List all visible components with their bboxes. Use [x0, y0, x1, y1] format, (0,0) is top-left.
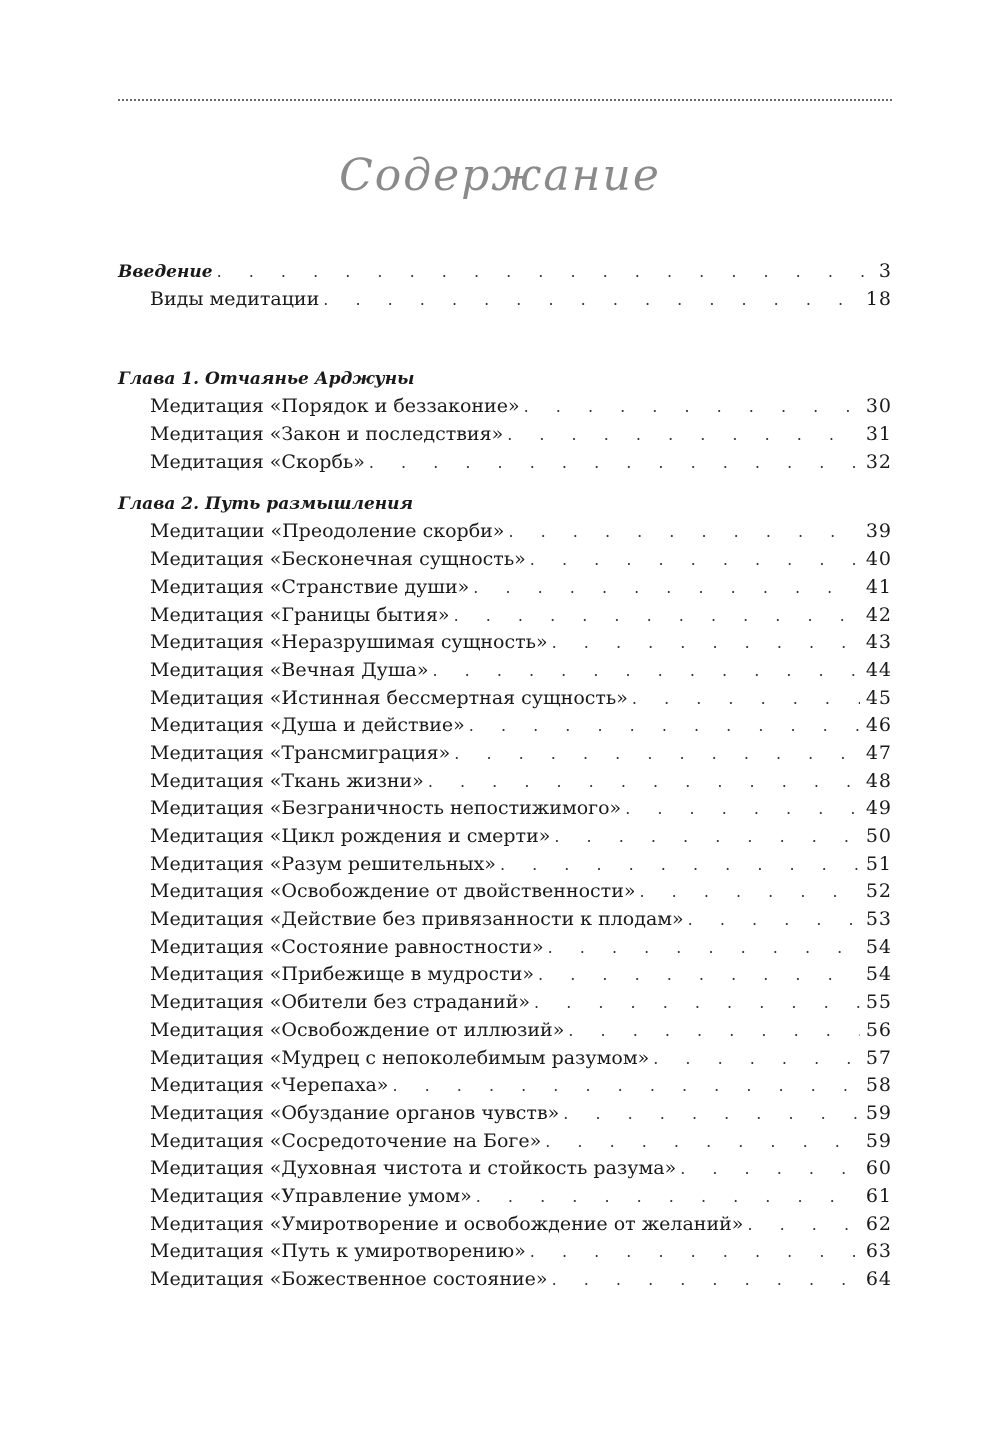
dot-leader [508, 518, 859, 546]
toc-entry-page: 53 [865, 908, 892, 931]
toc-entry[interactable] [118, 851, 892, 879]
toc-entry-page: 3 [878, 260, 892, 282]
toc-entry[interactable] [118, 1211, 892, 1239]
toc-entry[interactable] [118, 629, 892, 657]
chapter-2-section [118, 490, 892, 1293]
dot-leader [632, 685, 860, 713]
toc-entry-title: Медитация «Цикл рождения и смерти» [150, 825, 551, 847]
toc-entry-page: 46 [865, 714, 892, 737]
toc-entry[interactable] [118, 1017, 892, 1045]
toc-entry[interactable] [118, 1128, 892, 1156]
dot-leader [217, 258, 873, 286]
toc-entry[interactable] [118, 989, 892, 1017]
dot-leader [432, 657, 859, 685]
toc-entry-page: 54 [865, 963, 892, 986]
toc-entry-page: 54 [865, 935, 892, 958]
toc-entry-page: 47 [865, 741, 892, 764]
toc-entry[interactable] [118, 518, 892, 546]
chapter-2-entries [118, 518, 892, 1293]
page-title: Содержание [339, 150, 661, 201]
toc-entry[interactable] [118, 1155, 892, 1183]
toc-entry-page: 55 [865, 991, 892, 1014]
toc-entry-title: Медитация «Прибежище в мудрости» [150, 963, 535, 986]
toc-entry-page: 57 [865, 1046, 892, 1069]
toc-entry[interactable] [118, 602, 892, 630]
dot-leader [473, 574, 860, 602]
toc-entry-title: Медитация «Сосредоточение на Боге» [150, 1129, 542, 1152]
toc-entry-title: Медитация «Бесконечная сущность» [150, 548, 526, 571]
toc-entry-title: Медитация «Неразрушимая сущность» [150, 631, 548, 654]
toc-entry-title: Медитация «Духовная чистота и стойкость разума» [150, 1157, 677, 1180]
dot-leader [639, 878, 859, 906]
toc-entry-title: Медитация «Безграничность непостижимого» [150, 797, 622, 820]
toc-entry-title: Медитация «Состояние равностности» [150, 935, 544, 958]
dot-leader [747, 1211, 859, 1239]
toc-entry-title: Медитация «Границы бытия» [150, 603, 450, 626]
toc-entry[interactable] [118, 449, 892, 477]
toc-entry-page: 40 [865, 548, 892, 571]
toc-entry[interactable] [118, 1266, 892, 1294]
toc-entry-page: 56 [865, 1018, 892, 1041]
spacer [118, 476, 892, 490]
toc-entry-page: 48 [865, 769, 892, 792]
toc-entry-title: Медитация «Закон и последствия» [150, 423, 504, 446]
toc-entry-page: 44 [865, 658, 892, 681]
toc-entry[interactable] [118, 574, 892, 602]
toc-entry-title: Медитация «Ткань жизни» [150, 769, 424, 792]
toc-entry-title: Медитация «Трансмиграция» [150, 741, 451, 764]
chapter-2-heading[interactable]: Глава 2. Путь размышления [118, 494, 414, 515]
dot-leader [688, 906, 860, 934]
dot-leader [534, 989, 860, 1017]
toc-entry[interactable] [118, 768, 892, 796]
dot-leader [369, 449, 860, 477]
toc-entry-title: Медитация «Действие без привязанности к плодам» [150, 908, 684, 931]
toc-entry[interactable] [118, 740, 892, 768]
toc-entry[interactable] [118, 1238, 892, 1266]
dot-leader [545, 1128, 860, 1156]
toc-entry-page: 30 [865, 395, 892, 418]
dot-leader [680, 1155, 860, 1183]
toc-entry-title: Медитация «Странствие души» [150, 575, 470, 598]
toc-entry[interactable] [118, 1183, 892, 1211]
toc-entry-page: 50 [865, 825, 892, 847]
chapter-1-heading[interactable]: Глава 1. Отчаянье Арджуны [118, 369, 415, 390]
toc-entry-page: 18 [865, 287, 892, 310]
toc-entry-page: 43 [865, 631, 892, 654]
toc-entry[interactable] [118, 657, 892, 685]
toc-entry[interactable] [118, 685, 892, 713]
toc-entry[interactable] [118, 393, 892, 421]
spacer [118, 313, 892, 365]
toc-entry[interactable] [118, 906, 892, 934]
toc-entry[interactable] [118, 961, 892, 989]
toc-entry-title: Медитация «Умиротворение и освобождение от желаний» [150, 1212, 744, 1235]
dot-leader [476, 1183, 860, 1211]
toc-entry-title: Медитация «Освобождение от двойственности» [150, 880, 636, 903]
dot-leader [568, 1017, 859, 1045]
toc-entry-title: Медитация «Обуздание органов чувств» [150, 1101, 560, 1124]
toc-entry-title: Медитация «Черепаха» [150, 1074, 389, 1097]
dot-leader [392, 1072, 859, 1100]
toc-entry-title: Медитация «Истинная бессмертная сущность» [150, 686, 628, 709]
intro-section [118, 258, 892, 313]
toc-entry-page: 62 [865, 1212, 892, 1235]
toc-entry-page: 32 [865, 450, 892, 473]
toc-entry-page: 51 [865, 852, 892, 875]
toc-entry-title: Медитация «Освобождение от иллюзий» [150, 1018, 565, 1041]
toc-entry-title: Медитация «Скорбь» [150, 450, 365, 473]
table-of-contents [118, 258, 892, 1294]
toc-entry[interactable] [118, 421, 892, 449]
toc-entry-title: Медитация «Управление умом» [150, 1184, 472, 1207]
toc-entry-page: 41 [865, 575, 892, 598]
toc-entry-page: 59 [865, 1129, 892, 1152]
dot-leader [428, 768, 860, 796]
toc-entry-page: 63 [865, 1240, 892, 1263]
dot-leader [323, 286, 860, 314]
toc-entry-title: Виды медитации [150, 287, 320, 310]
toc-entry[interactable] [118, 823, 892, 851]
toc-entry-page: 42 [865, 603, 892, 626]
toc-entry-page: 52 [865, 880, 892, 903]
toc-entry-title: Введение [118, 262, 213, 282]
toc-entry-page: 31 [865, 423, 892, 446]
dot-leader [538, 961, 860, 989]
toc-entry-page: 49 [865, 797, 892, 820]
dot-leader [563, 1100, 860, 1128]
toc-entry-introduction[interactable] [118, 258, 892, 286]
toc-entry-page: 60 [865, 1157, 892, 1180]
dot-leader [530, 546, 860, 574]
dot-leader [454, 602, 860, 630]
toc-entry[interactable] [118, 712, 892, 740]
toc-entry[interactable] [118, 878, 892, 906]
toc-entry[interactable] [118, 1072, 892, 1100]
toc-entry[interactable] [118, 286, 892, 314]
toc-entry-page: 58 [865, 1074, 892, 1097]
toc-entry-page: 45 [865, 686, 892, 709]
dot-leader [454, 740, 860, 768]
toc-entry-page: 64 [865, 1268, 892, 1290]
toc-entry-title: Медитация «Разум решительных» [150, 852, 496, 875]
toc-entry-page: 61 [865, 1184, 892, 1207]
toc-entry-page: 39 [865, 520, 892, 543]
toc-entry-title: Медитация «Обители без страданий» [150, 991, 531, 1014]
toc-entry-title: Медитации «Преодоление скорби» [150, 520, 505, 543]
toc-entry-title: Медитация «Божественное состояние» [150, 1268, 548, 1290]
dot-leader [625, 795, 860, 823]
dot-leader [552, 1266, 860, 1294]
toc-entry[interactable] [118, 1100, 892, 1128]
toc-entry-title: Медитация «Вечная Душа» [150, 658, 429, 681]
toc-entry[interactable] [118, 546, 892, 574]
toc-entry-title: Медитация «Душа и действие» [150, 714, 465, 737]
toc-entry-title: Медитация «Путь к умиротворению» [150, 1240, 526, 1263]
toc-entry-title: Медитация «Мудрец с непоколебимым разумом» [150, 1046, 650, 1069]
toc-entry[interactable] [118, 795, 892, 823]
chapter-1-section [118, 365, 892, 476]
dot-leader [524, 393, 860, 421]
dot-leader [507, 421, 860, 449]
dot-leader [554, 823, 859, 851]
toc-entry[interactable] [118, 1045, 892, 1073]
dot-leader [653, 1045, 860, 1073]
toc-entry[interactable] [118, 934, 892, 962]
dot-leader [552, 629, 860, 657]
dot-leader [500, 851, 860, 879]
dot-leader [548, 934, 860, 962]
dot-leader [469, 712, 860, 740]
top-dotted-rule [118, 99, 892, 101]
toc-entry-title: Медитация «Порядок и беззаконие» [150, 395, 520, 418]
dot-leader [530, 1238, 860, 1266]
toc-entry-page: 59 [865, 1101, 892, 1124]
